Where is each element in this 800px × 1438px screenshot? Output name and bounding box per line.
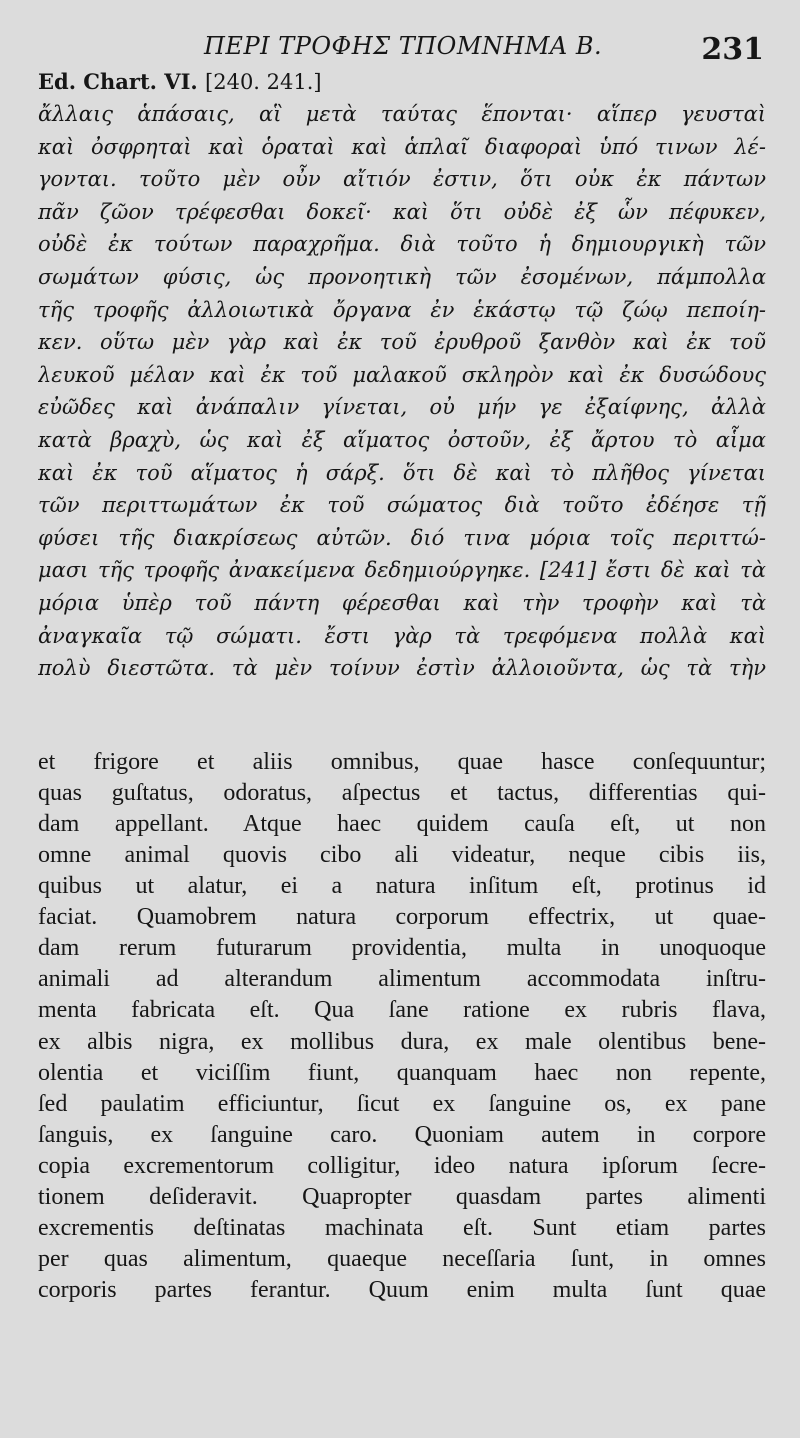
greek-line: καὶ ὀσφρηταὶ καὶ ὁραταὶ καὶ ἁπλαῖ διαφοραὶ ὑπό τινων λέ- bbox=[38, 134, 766, 159]
latin-text-block bbox=[38, 747, 766, 1307]
greek-line: εὐῶδες καὶ ἀνάπαλιν γίνεται, οὐ μήν γε ἐξαίφνης, ἀλλὰ bbox=[38, 395, 766, 420]
greek-line: τῆς τροφῆς ἀλλοιωτικὰ ὄργανα ἐν ἑκάστῳ τῷ ζώῳ πεποίη- bbox=[38, 297, 766, 322]
latin-line: menta fabricata eſt. Qua ſane ratione ex rubris flava, bbox=[38, 997, 766, 1024]
running-title: ΠΕΡΙ ΤΡΟΦΗΣ ΤΠΟΜΝΗΜΑ Β. bbox=[204, 32, 603, 60]
greek-line: φύσει τῆς διακρίσεως αὐτῶν. διό τινα μόρια τοῖς περιττώ- bbox=[38, 525, 766, 550]
latin-line: dam appellant. Atque haec quidem cauſa eſt, ut non bbox=[38, 810, 766, 837]
greek-line: οὐδὲ ἐκ τούτων παραχρῆμα. διὰ τοῦτο ἡ δημιουργικὴ τῶν bbox=[38, 232, 766, 257]
latin-line: quibus ut alatur, ei a natura inſitum eſt, protinus id bbox=[38, 873, 766, 900]
greek-line: ἀναγκαῖα τῷ σώματι. ἔστι γὰρ τὰ τρεφόμενα πολλὰ καὶ bbox=[38, 623, 766, 648]
latin-line: ex albis nigra, ex mollibus dura, ex male olentibus bene- bbox=[38, 1028, 766, 1055]
running-head bbox=[38, 24, 766, 74]
greek-line: ἄλλαις ἁπάσαις, αἳ μετὰ ταύτας ἕπονται· αἵπερ γευσταὶ bbox=[38, 102, 766, 126]
greek-line: πᾶν ζῶον τρέφεσθαι δοκεῖ· καὶ ὅτι οὐδὲ ἐξ ὧν πέφυκεν, bbox=[38, 199, 766, 224]
latin-line: omne animal quovis cibo ali videatur, neque cibis iis, bbox=[38, 841, 766, 868]
greek-line: τῶν περιττωμάτων ἐκ τοῦ σώματος διὰ τοῦτο ἐδέησε τῇ bbox=[38, 493, 766, 518]
page-number: 231 bbox=[701, 32, 764, 67]
greek-line: καὶ ἐκ τοῦ αἵματος ἡ σάρξ. ὅτι δὲ καὶ τὸ πλῆθος γίνεται bbox=[38, 460, 766, 485]
greek-line: πολὺ διεστῶτα. τὰ μὲν τοίνυν ἐστὶν ἀλλοιοῦντα, ὡς τὰ τὴν bbox=[38, 656, 766, 681]
latin-line: olentia et viciſſim fiunt, quanquam haec non repente, bbox=[38, 1059, 766, 1086]
greek-line: μόρια ὑπὲρ τοῦ πάντη φέρεσθαι καὶ τὴν τροφὴν καὶ τὰ bbox=[38, 590, 766, 615]
edition-label: Ed. Chart. VI. bbox=[38, 69, 198, 94]
greek-line: κατὰ βραχὺ, ὡς καὶ ἐξ αἵματος ὀστοῦν, ἐξ ἄρτου τὸ αἷμα bbox=[38, 427, 766, 452]
greek-text-block bbox=[38, 98, 766, 685]
column-gap bbox=[38, 685, 766, 747]
greek-line: γονται. τοῦτο μὲν οὖν αἴτιόν ἐστιν, ὅτι οὐκ ἐκ πάντων bbox=[38, 167, 766, 192]
latin-line: corporis partes ferantur. Quum enim multa ſunt quae bbox=[38, 1277, 766, 1304]
latin-line: tionem deſideravit. Quapropter quasdam partes alimenti bbox=[38, 1184, 766, 1210]
latin-line: excrementis deſtinatas machinata eſt. Sunt etiam partes bbox=[38, 1215, 766, 1242]
greek-line: μασι τῆς τροφῆς ἀνακείμενα δεδημιούργηκε. [241] ἔστι δὲ καὶ τὰ bbox=[38, 558, 766, 583]
latin-line: dam rerum futurarum providentia, multa in unoquoque bbox=[38, 935, 766, 962]
latin-line: faciat. Quamobrem natura corporum effectrix, ut quae- bbox=[38, 904, 766, 931]
latin-line: et frigore et aliis omnibus, quae hasce conſequuntur; bbox=[38, 748, 766, 775]
latin-line: quas guſtatus, odoratus, aſpectus et tactus, differentias qui- bbox=[38, 779, 766, 806]
edition-pages: [240. 241.] bbox=[205, 70, 322, 94]
latin-line: ſanguis, ex ſanguine caro. Quoniam autem in corpore bbox=[38, 1121, 766, 1148]
latin-line: per quas alimentum, quaeque neceſſaria ſunt, in omnes bbox=[38, 1246, 766, 1273]
greek-line: κεν. οὕτω μὲν γὰρ καὶ ἐκ τοῦ ἐρυθροῦ ξανθὸν καὶ ἐκ τοῦ bbox=[38, 330, 766, 355]
latin-line: ſed paulatim efficiuntur, ſicut ex ſanguine os, ex pane bbox=[38, 1090, 766, 1117]
latin-line: copia excrementorum colligitur, ideo natura ipſorum ſecre- bbox=[38, 1152, 766, 1179]
greek-line: σωμάτων φύσις, ὡς προνοητικὴ τῶν ἐσομένων, πάμπολλα bbox=[38, 264, 766, 289]
latin-line: animali ad alterandum alimentum accommodata inſtru- bbox=[38, 966, 766, 993]
greek-line: λευκοῦ μέλαν καὶ ἐκ τοῦ μαλακοῦ σκληρὸν καὶ ἐκ δυσώδους bbox=[38, 362, 766, 387]
